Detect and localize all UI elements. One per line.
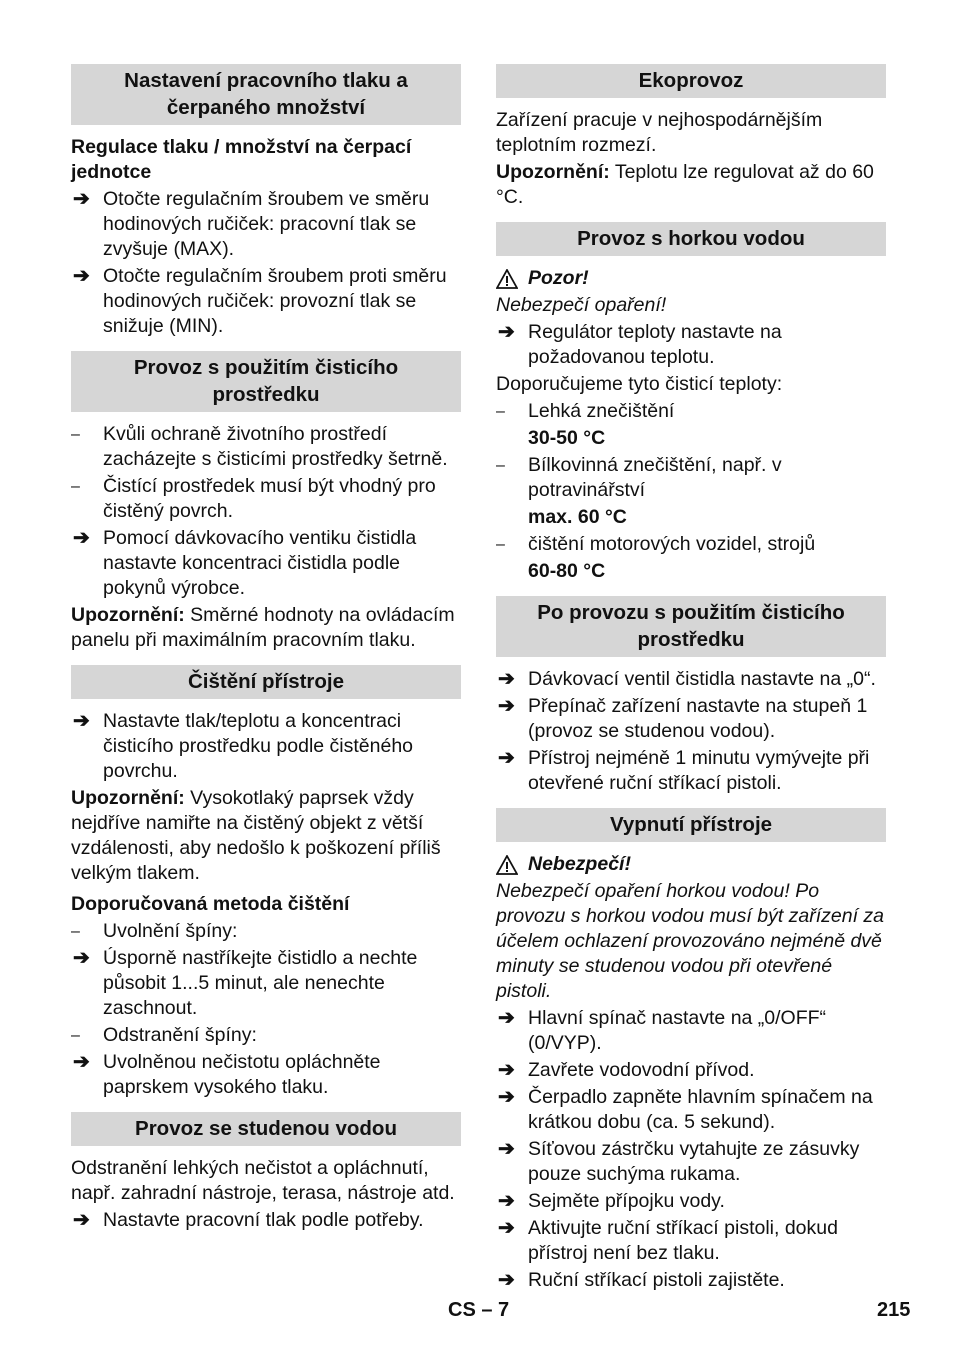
paragraph: Doporučujeme tyto čisticí teploty:: [496, 373, 783, 395]
list-item: – Lehká znečištění: [496, 400, 675, 422]
warning-text: Nebezpečí opaření!: [496, 294, 667, 316]
subheading-regulation: Regulace tlaku / množství na čerpací jednotce: [71, 136, 412, 183]
dash-icon: –: [71, 478, 80, 495]
list-item: – Kvůli ochraně životního prostředí zacházejte s čisticími prostředky šetrně.: [71, 423, 448, 470]
section-heading-detergent: Provoz s použitím čisticího prostředku: [71, 351, 461, 412]
list-item: ➔ Přístroj nejméně 1 minutu vymývejte při otevřené ruční stříkací pistoli.: [498, 747, 870, 794]
section-heading-cleaning: Čištění přístroje: [71, 665, 461, 699]
list-item: ➔ Úsporně nastříkejte čistidlo a nechte působit 1...5 minut, ale nenechte zaschnout.: [73, 947, 418, 1019]
dash-icon: –: [71, 923, 80, 940]
dash-icon: –: [71, 426, 80, 443]
arrow-icon: ➔: [73, 1209, 90, 1231]
list-item: ➔ Uvolněnou nečistotu opláchněte paprskem vysokého tlaku.: [73, 1051, 381, 1098]
section-heading-hot-water: Provoz s horkou vodou: [496, 222, 886, 256]
temperature-value: 30-50 °C: [528, 427, 606, 449]
list-item: ➔ Hlavní spínač nastavte na „0/OFF“ (0/VYP).: [498, 1007, 827, 1054]
arrow-icon: ➔: [73, 265, 90, 287]
section-heading-pressure: Nastavení pracovního tlaku a čerpaného množství: [71, 64, 461, 125]
list-item: ➔ Nastavte tlak/teplotu a koncentraci čisticího prostředku podle čistěného povrchu.: [73, 710, 414, 782]
temperature-value: max. 60 °C: [528, 506, 627, 528]
list-item: ➔ Pomocí dávkovacího ventiku čistidla nastavte koncentraci čistidla podle pokynů výrobce.: [73, 527, 417, 599]
arrow-icon: ➔: [498, 321, 515, 343]
dash-icon: –: [71, 1027, 80, 1044]
list-item: – čištění motorových vozidel, strojů: [496, 533, 816, 555]
right-column: [496, 64, 886, 1295]
list-item: ➔ Čerpadlo zapněte hlavním spínačem na krátkou dobu (ca. 5 sekund).: [498, 1086, 873, 1133]
note-paragraph: Upozornění: Teplotu lze regulovat až do 60 °C.: [496, 161, 874, 208]
list-item: ➔ Přepínač zařízení nastavte na stupeň 1 (provoz se studenou vodou).: [498, 695, 868, 742]
warning-icon: [496, 269, 518, 289]
list-item: ➔ Aktivujte ruční stříkací pistoli, dokud přístroj není bez tlaku.: [498, 1217, 838, 1264]
dash-icon: –: [496, 536, 505, 553]
arrow-icon: ➔: [498, 1007, 515, 1029]
note-paragraph: Upozornění: Směrné hodnoty na ovládacím panelu při maximálním pracovním tlaku.: [71, 604, 455, 651]
list-item: – Bílkovinná znečištění, např. v potravinářství: [496, 454, 782, 501]
arrow-icon: ➔: [73, 947, 90, 969]
warning-title: Pozor!: [496, 266, 886, 291]
warning-title: Nebezpečí!: [496, 852, 886, 877]
arrow-icon: ➔: [73, 710, 90, 732]
arrow-icon: ➔: [498, 1190, 515, 1212]
list-item: ➔ Regulátor teploty nastavte na požadovanou teplotu.: [498, 321, 782, 368]
list-item: ➔ Nastavte pracovní tlak podle potřeby.: [73, 1209, 424, 1231]
arrow-icon: ➔: [73, 188, 90, 210]
list-item: ➔ Zavřete vodovodní přívod.: [498, 1059, 755, 1081]
list-item: ➔ Ruční stříkací pistoli zajistěte.: [498, 1269, 785, 1291]
arrow-icon: ➔: [498, 1086, 515, 1108]
arrow-icon: ➔: [498, 1217, 515, 1239]
list-item: ➔ Otočte regulačním šroubem ve směru hodinových ručiček: pracovní tlak se zvyšuje (MAX).: [73, 188, 430, 260]
paragraph: Zařízení pracuje v nejhospodárnějším teplotním rozmezí.: [496, 109, 823, 156]
arrow-icon: ➔: [498, 1059, 515, 1081]
list-item: – Odstranění špíny:: [71, 1024, 257, 1046]
list-item: ➔ Sejměte přípojku vody.: [498, 1190, 725, 1212]
note-paragraph: Upozornění: Vysokotlaký paprsek vždy nejdříve namiřte na čistěný objekt z větší vzdálenosti, aby nedošlo k poškození příliš velkým tlakem.: [71, 787, 441, 884]
left-column: [71, 64, 461, 1235]
arrow-icon: ➔: [73, 527, 90, 549]
arrow-icon: ➔: [498, 668, 515, 690]
section-heading-shutdown: Vypnutí přístroje: [496, 808, 886, 842]
list-item: – Čistící prostředek musí být vhodný pro čistěný povrch.: [71, 475, 436, 522]
paragraph: Odstranění lehkých nečistot a opláchnutí, např. zahradní nástroje, terasa, nástroje atd.: [71, 1157, 455, 1204]
arrow-icon: ➔: [73, 1051, 90, 1073]
warning-icon: [496, 855, 518, 875]
arrow-icon: ➔: [498, 695, 515, 717]
arrow-icon: ➔: [498, 1269, 515, 1291]
list-item: ➔ Dávkovací ventil čistidla nastavte na „0“.: [498, 668, 876, 690]
dash-icon: –: [496, 457, 505, 474]
section-heading-cold-water: Provoz se studenou vodou: [71, 1112, 461, 1146]
temperature-value: 60-80 °C: [528, 560, 606, 582]
warning-text: Nebezpečí opaření horkou vodou! Po provozu s horkou vodou musí být zařízení za účelem ochlazení provozováno nejméně dvě minuty se studenou vodou při otevřené pistoli.: [496, 880, 885, 1002]
list-item: ➔ Otočte regulačním šroubem proti směru hodinových ručiček: provozní tlak se snižuje (MIN).: [73, 265, 447, 337]
arrow-icon: ➔: [498, 747, 515, 769]
section-heading-eco: Ekoprovoz: [496, 64, 886, 98]
page-number: 215: [877, 1299, 911, 1321]
dash-icon: –: [496, 403, 505, 420]
list-item: – Uvolnění špíny:: [71, 920, 238, 942]
subheading-method: Doporučovaná metoda čištění: [71, 893, 350, 915]
arrow-icon: ➔: [498, 1138, 515, 1160]
footer-section-label: CS – 7: [448, 1299, 510, 1321]
section-heading-after-detergent: Po provozu s použitím čisticího prostředku: [496, 596, 886, 657]
list-item: ➔ Síťovou zástrčku vytahujte ze zásuvky pouze suchýma rukama.: [498, 1138, 860, 1185]
